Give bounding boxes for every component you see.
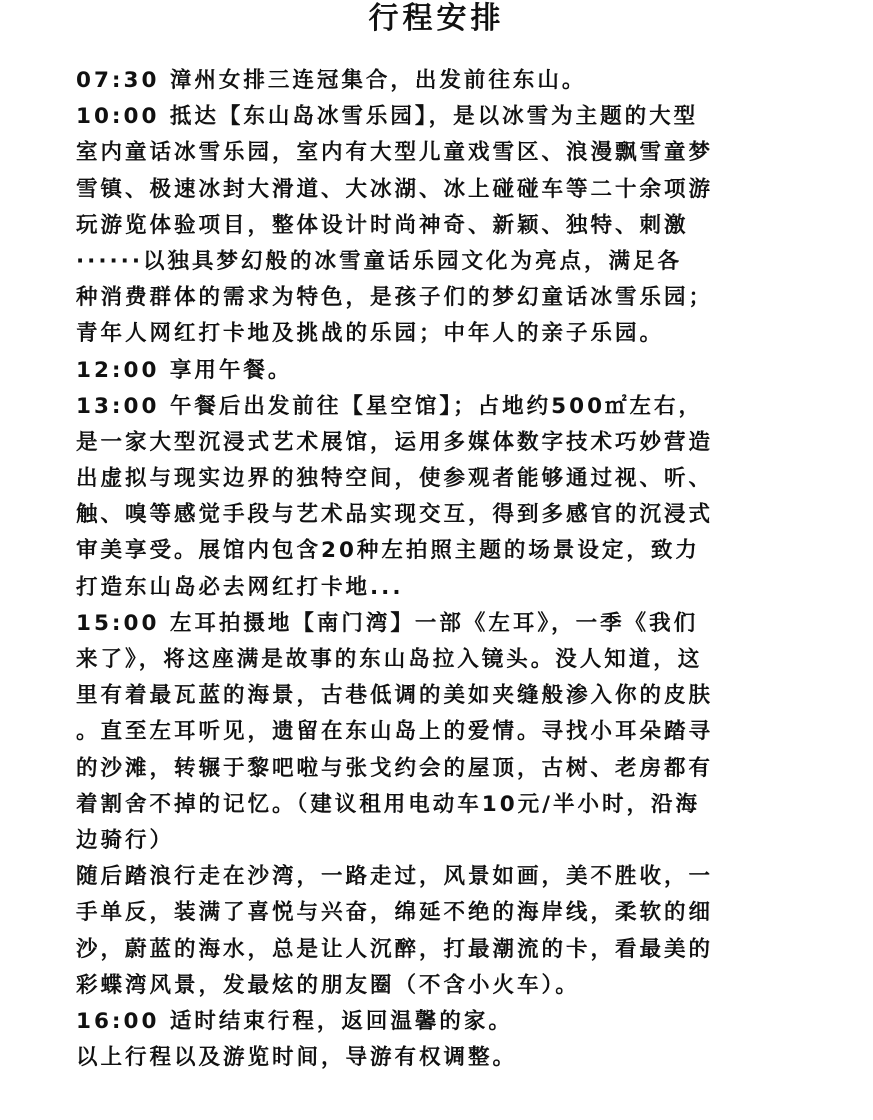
text-line: ······以独具梦幻般的冰雪童话乐园文化为亮点，满足各: [76, 248, 683, 274]
text-line: 触、嗅等感觉手段与艺术品实现交互，得到多感官的沉浸式: [76, 502, 714, 528]
text-line: 以上行程以及游览时间，导游有权调整。: [76, 1045, 518, 1071]
text-line: 室内童话冰雪乐园，室内有大型儿童戏雪区、浪漫飘雪童梦: [76, 140, 714, 166]
text-line: 12:00 享用午餐。: [76, 357, 293, 383]
text-line: 打造东山岛必去网红打卡地...: [76, 574, 404, 600]
text-line: 16:00 适时结束行程，返回温馨的家。: [76, 1008, 513, 1034]
text-line: 13:00 午餐后出发前往【星空馆】；占地约500㎡左右，: [76, 393, 704, 419]
text-line: 里有着最瓦蓝的海景，古巷低调的美如夹缝般渗入你的皮肤: [76, 683, 714, 709]
text-line: 玩游览体验项目，整体设计时尚神奇、新颖、独特、刺激: [76, 212, 689, 238]
text-line: 雪镇、极速冰封大滑道、大冰湖、冰上碰碰车等二十余项游: [76, 176, 714, 202]
text-line: 来了》，将这座满是故事的东山岛拉入镜头。没人知道，这: [76, 647, 703, 672]
text-line: 种消费群体的需求为特色，是孩子们的梦幻童话冰雪乐园；: [76, 285, 714, 311]
text-line: 是一家大型沉浸式艺术展馆，运用多媒体数字技术巧妙营造: [76, 429, 714, 455]
text-line: 10:00 抵达【东山岛冰雪乐园】，是以冰雪为主题的大型: [76, 104, 699, 130]
text-line: 。直至左耳听见，遗留在东山岛上的爱情。寻找小耳朵踏寻: [76, 719, 714, 745]
text-line: 审美享受。展馆内包含20种左拍照主题的场景设定，致力: [76, 538, 700, 564]
text-line: 手单反，装满了喜悦与兴奋，绵延不绝的海岸线，柔软的细: [76, 900, 714, 926]
page-title: 行程安排: [368, 1, 505, 36]
text-line: 的沙滩，转辗于黎吧啦与张戈约会的屋顶，古树、老房都有: [76, 755, 714, 781]
text-line: 15:00 左耳拍摄地【南门湾】一部《左耳》，一季《我们: [76, 610, 699, 636]
text-line: 着割舍不掉的记忆。（建议租用电动车10元/半小时，沿海: [76, 791, 701, 817]
text-line: 边骑行）: [76, 827, 175, 853]
text-line: 07:30 漳州女排三连冠集合，出发前往东山。: [76, 68, 587, 93]
text-line: 彩蝶湾风景，发最炫的朋友圈（不含小火车）。: [76, 972, 580, 998]
text-line: 沙，蔚蓝的海水，总是让人沉醉，打最潮流的卡，看最美的: [76, 936, 714, 962]
text-line: 随后踏浪行走在沙湾，一路走过，风景如画，美不胜收，一: [76, 864, 714, 890]
text-line: 出虚拟与现实边界的独特空间，使参观者能够通过视、听、: [76, 466, 714, 492]
itinerary-text: [76, 63, 821, 1076]
text-line: 青年人网红打卡地及挑战的乐园；中年人的亲子乐园。: [76, 321, 665, 347]
